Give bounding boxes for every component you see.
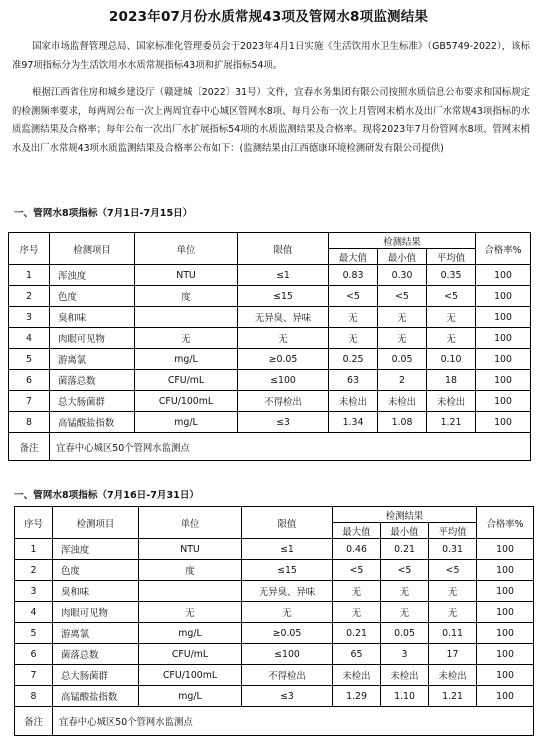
cell-unit: NTU	[139, 539, 242, 560]
cell-min: 无	[378, 307, 427, 328]
cell-limit: 无	[242, 602, 333, 623]
table-row	[9, 391, 531, 412]
cell-avg: 0.10	[427, 349, 476, 370]
intro-paragraph-1	[12, 38, 530, 75]
header-min: 最小值	[381, 523, 429, 539]
cell-max: 65	[333, 644, 381, 665]
cell-max: 63	[329, 370, 378, 391]
table-row	[15, 560, 534, 581]
table-row	[9, 265, 531, 286]
cell-unit: 无	[135, 328, 238, 349]
cell-limit: ≤100	[238, 370, 329, 391]
cell-unit: 无	[139, 602, 242, 623]
cell-max: 未检出	[333, 665, 381, 686]
cell-seq: 8	[9, 412, 50, 433]
cell-avg: 无	[429, 602, 477, 623]
intro-paragraph-2	[12, 84, 530, 158]
cell-item: 高锰酸盐指数	[53, 686, 139, 707]
cell-limit: 不得检出	[242, 665, 333, 686]
cell-item: 色度	[53, 560, 139, 581]
cell-unit: mg/L	[135, 349, 238, 370]
section-1-table	[8, 232, 531, 461]
header-rate: 合格率%	[477, 507, 534, 539]
cell-unit: 度	[135, 286, 238, 307]
cell-limit: ≥0.05	[238, 349, 329, 370]
cell-limit: ≥0.05	[242, 623, 333, 644]
cell-min: 3	[381, 644, 429, 665]
header-item: 检测项目	[53, 507, 139, 539]
cell-rate: 100	[476, 412, 531, 433]
cell-rate: 100	[476, 265, 531, 286]
cell-unit: CFU/mL	[135, 370, 238, 391]
note-label: 备注	[9, 433, 50, 461]
cell-avg: 17	[429, 644, 477, 665]
cell-avg: 1.21	[429, 686, 477, 707]
cell-seq: 2	[9, 286, 50, 307]
note-label: 备注	[15, 707, 53, 736]
cell-item: 总大肠菌群	[50, 391, 135, 412]
cell-min: 1.08	[378, 412, 427, 433]
cell-avg: 0.11	[429, 623, 477, 644]
cell-limit: 无异臭、异味	[242, 581, 333, 602]
cell-avg: 0.31	[429, 539, 477, 560]
intro-text-1: 国家市场监督管理总局、国家标准化管理委员会于2023年4月1日实施《生活饮用水卫生标准》（GB5749-2022），该标准97项指标分为生活饮用水水质常规指标43项和扩展指标54项。	[12, 41, 530, 71]
table-row	[9, 370, 531, 391]
cell-avg: 未检出	[429, 665, 477, 686]
cell-item: 菌落总数	[50, 370, 135, 391]
header-avg: 平均值	[429, 523, 477, 539]
cell-rate: 100	[477, 665, 534, 686]
cell-seq: 1	[9, 265, 50, 286]
cell-min: 未检出	[381, 665, 429, 686]
cell-seq: 7	[15, 665, 53, 686]
cell-rate: 100	[477, 623, 534, 644]
cell-min: 0.30	[378, 265, 427, 286]
header-max: 最大值	[329, 249, 378, 265]
cell-min: 未检出	[378, 391, 427, 412]
cell-seq: 5	[15, 623, 53, 644]
cell-rate: 100	[477, 686, 534, 707]
cell-avg: 无	[427, 307, 476, 328]
cell-seq: 2	[15, 560, 53, 581]
cell-max: 无	[329, 328, 378, 349]
cell-limit: 无异臭、异味	[238, 307, 329, 328]
header-max: 最大值	[333, 523, 381, 539]
cell-max: <5	[333, 560, 381, 581]
cell-rate: 100	[477, 644, 534, 665]
cell-limit: ≤3	[242, 686, 333, 707]
table-row	[9, 328, 531, 349]
cell-unit: CFU/mL	[139, 644, 242, 665]
table-row	[9, 307, 531, 328]
cell-item: 浑浊度	[50, 265, 135, 286]
cell-max: 无	[329, 307, 378, 328]
header-rate: 合格率%	[476, 233, 531, 265]
header-seq: 序号	[9, 233, 50, 265]
cell-seq: 6	[9, 370, 50, 391]
page-title: 2023年07月份水质常规43项及管网水8项监测结果	[108, 9, 429, 25]
header-limit: 限值	[242, 507, 333, 539]
cell-seq: 8	[15, 686, 53, 707]
cell-min: 无	[381, 581, 429, 602]
cell-limit: ≤15	[242, 560, 333, 581]
cell-max: 未检出	[329, 391, 378, 412]
cell-avg: 1.21	[427, 412, 476, 433]
cell-limit: ≤1	[238, 265, 329, 286]
cell-avg: 无	[427, 328, 476, 349]
cell-unit: 度	[139, 560, 242, 581]
cell-limit: ≤3	[238, 412, 329, 433]
cell-item: 臭和味	[50, 307, 135, 328]
cell-unit: mg/L	[139, 686, 242, 707]
cell-unit: mg/L	[135, 412, 238, 433]
header-avg: 平均值	[427, 249, 476, 265]
header-min: 最小值	[378, 249, 427, 265]
cell-seq: 6	[15, 644, 53, 665]
cell-max: 0.83	[329, 265, 378, 286]
section-1-title: 一、管网水8项指标（7月1日-7月15日）	[14, 208, 193, 219]
cell-avg: 未检出	[427, 391, 476, 412]
cell-max: 无	[333, 602, 381, 623]
table-row	[9, 286, 531, 307]
header-item: 检测项目	[50, 233, 135, 265]
cell-item: 高锰酸盐指数	[50, 412, 135, 433]
cell-seq: 5	[9, 349, 50, 370]
cell-seq: 1	[15, 539, 53, 560]
section-2-title: 一、管网水8项指标（7月16日-7月31日）	[14, 490, 200, 501]
cell-item: 肉眼可见物	[50, 328, 135, 349]
cell-rate: 100	[476, 307, 531, 328]
cell-rate: 100	[477, 539, 534, 560]
intro-text-2: 根据江西省住房和城乡建设厅（赣建城〔2022〕31号）文件，宜春水务集团有限公司按照水质信息公布要求和国标规定的检测频率要求，每两周公布一次上两周宜春中心城区管网水8项、每月公布一次上月管网末梢水及出厂水常规43项指标的水质监测结果及合格率；每年公布一次出厂水扩展指标54项的水质监测结果及合格率。现将2023年7月份管网水8项、管网末梢水及出厂水常规43项水质监测结果及合格率公布如下：(监测结果由江西德康环境检测研发有限公司提供)	[12, 87, 530, 154]
cell-seq: 4	[15, 602, 53, 623]
cell-rate: 100	[476, 349, 531, 370]
cell-min: 0.21	[381, 539, 429, 560]
cell-rate: 100	[477, 581, 534, 602]
cell-unit	[139, 581, 242, 602]
cell-min: 无	[381, 602, 429, 623]
table-row	[15, 539, 534, 560]
header-result: 检测结果	[333, 507, 477, 523]
cell-rate: 100	[476, 286, 531, 307]
cell-seq: 3	[9, 307, 50, 328]
cell-avg: 无	[429, 581, 477, 602]
cell-max: 无	[333, 581, 381, 602]
cell-max: 1.34	[329, 412, 378, 433]
cell-rate: 100	[477, 602, 534, 623]
table-row	[9, 349, 531, 370]
table-row	[15, 623, 534, 644]
header-seq: 序号	[15, 507, 53, 539]
cell-limit: 无	[238, 328, 329, 349]
cell-min: <5	[381, 560, 429, 581]
cell-avg: 18	[427, 370, 476, 391]
cell-item: 浑浊度	[53, 539, 139, 560]
cell-min: 1.10	[381, 686, 429, 707]
table-row	[15, 581, 534, 602]
cell-seq: 7	[9, 391, 50, 412]
cell-max: <5	[329, 286, 378, 307]
table-row	[15, 644, 534, 665]
cell-min: 0.05	[378, 349, 427, 370]
cell-seq: 3	[15, 581, 53, 602]
cell-item: 肉眼可见物	[53, 602, 139, 623]
cell-unit	[135, 307, 238, 328]
cell-limit: ≤1	[242, 539, 333, 560]
section-2-table	[14, 506, 534, 736]
cell-item: 游离氯	[50, 349, 135, 370]
cell-item: 总大肠菌群	[53, 665, 139, 686]
header-unit: 单位	[135, 233, 238, 265]
cell-min: <5	[378, 286, 427, 307]
header-result: 检测结果	[329, 233, 476, 249]
cell-avg: <5	[429, 560, 477, 581]
cell-rate: 100	[476, 391, 531, 412]
cell-rate: 100	[476, 328, 531, 349]
cell-max: 1.29	[333, 686, 381, 707]
header-unit: 单位	[139, 507, 242, 539]
cell-limit: ≤15	[238, 286, 329, 307]
cell-min: 0.05	[381, 623, 429, 644]
table-row	[15, 686, 534, 707]
cell-rate: 100	[477, 560, 534, 581]
cell-item: 菌落总数	[53, 644, 139, 665]
cell-unit: CFU/100mL	[135, 391, 238, 412]
note-text: 宜春中心城区50个管网水监测点	[50, 433, 531, 461]
cell-unit: mg/L	[139, 623, 242, 644]
cell-min: 无	[378, 328, 427, 349]
cell-limit: 不得检出	[238, 391, 329, 412]
cell-unit: CFU/100mL	[139, 665, 242, 686]
cell-max: 0.46	[333, 539, 381, 560]
table-row	[15, 665, 534, 686]
table-row	[15, 602, 534, 623]
cell-avg: 0.35	[427, 265, 476, 286]
cell-rate: 100	[476, 370, 531, 391]
table-row	[9, 412, 531, 433]
cell-min: 2	[378, 370, 427, 391]
note-text: 宜春中心城区50个管网水监测点	[53, 707, 534, 736]
cell-limit: ≤100	[242, 644, 333, 665]
cell-max: 0.21	[333, 623, 381, 644]
cell-unit: NTU	[135, 265, 238, 286]
cell-item: 色度	[50, 286, 135, 307]
header-limit: 限值	[238, 233, 329, 265]
cell-seq: 4	[9, 328, 50, 349]
cell-item: 臭和味	[53, 581, 139, 602]
cell-item: 游离氯	[53, 623, 139, 644]
cell-max: 0.25	[329, 349, 378, 370]
cell-avg: <5	[427, 286, 476, 307]
